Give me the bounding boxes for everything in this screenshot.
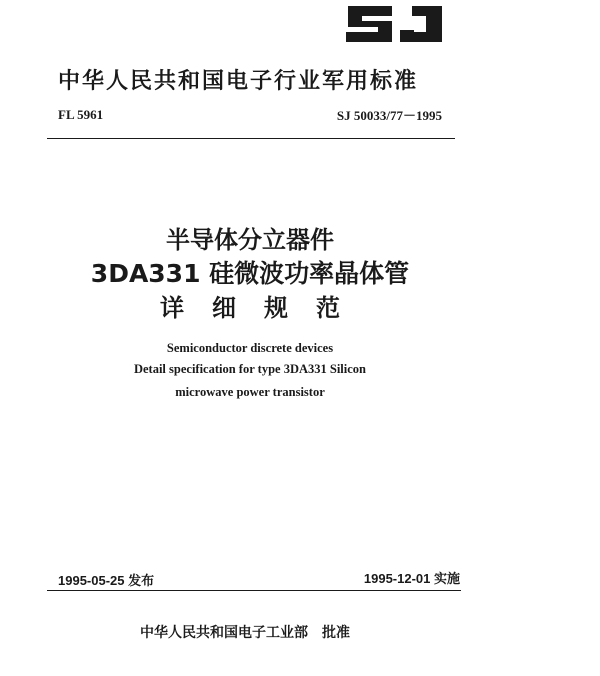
- title-cn-line3: 详细规范: [160, 294, 368, 322]
- implementation-date: 1995-12-01 实施: [363, 571, 460, 586]
- issue-date: 1995-05-25 发布: [58, 573, 155, 588]
- header-divider: [47, 138, 455, 139]
- approving-authority: 中华人民共和国电子工业部: [140, 625, 308, 641]
- approval-word: 批准: [322, 625, 350, 641]
- title-cn-line2: 3DA331 硅微波功率晶体管: [90, 259, 410, 288]
- title-en-line3: microwave power transistor: [175, 385, 325, 399]
- title-en-line2: Detail specification for type 3DA331 Silicon: [133, 362, 367, 376]
- title-cn-line1: 半导体分立器件: [166, 226, 334, 254]
- sj-logo-mark: [342, 2, 446, 46]
- sj-logo: [342, 2, 446, 46]
- classification-code: FL 5961: [58, 107, 104, 122]
- footer-divider: [47, 590, 461, 591]
- standard-name: 中华人民共和国电子行业军用标准: [58, 69, 419, 94]
- standard-number: SJ 50033/77－1995: [336, 108, 442, 123]
- approval-line: [140, 622, 350, 642]
- title-en-line1: Semiconductor discrete devices: [166, 341, 334, 355]
